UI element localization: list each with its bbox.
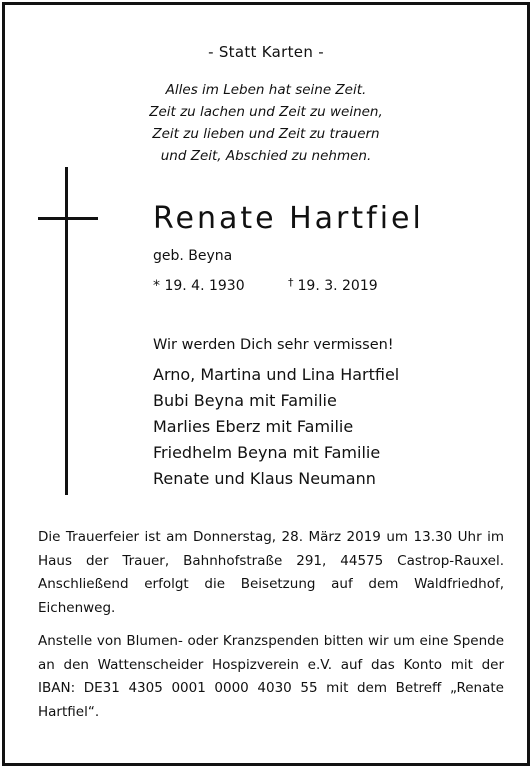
header-statt-karten: - Statt Karten - <box>208 43 324 61</box>
mourner: Bubi Beyna mit Familie <box>153 391 337 410</box>
birth-date: * 19. 4. 1930 <box>153 278 245 294</box>
death-date: 19. 3. 2019 <box>297 278 378 294</box>
poem <box>5 79 527 167</box>
death-date-line <box>288 278 378 294</box>
mourner: Arno, Martina und Lina Hartfiel <box>153 365 400 384</box>
poem-line: Zeit zu lieben und Zeit zu trauern <box>152 126 380 142</box>
mourner: Marlies Eberz mit Familie <box>153 417 354 436</box>
miss-line: Wir werden Dich sehr vermissen! <box>153 337 394 353</box>
dagger-icon: † <box>288 276 294 289</box>
poem-line: und Zeit, Abschied zu nehmen. <box>160 148 372 164</box>
funeral-info: Die Trauerfeier ist am Donnerstag, 28. März 2019 um 13.30 Uhr im Haus der Trauer, Bahnhofstraße 291, 44575 Castrop-Rauxel. Anschließend erfolgt die Beisetzung auf dem Waldfriedhof, Eichenweg. <box>38 529 504 616</box>
mourners-list <box>153 362 399 492</box>
maiden-name: geb. Beyna <box>153 248 233 264</box>
mourner: Friedhelm Beyna mit Familie <box>153 443 381 462</box>
poem-line: Zeit zu lachen und Zeit zu weinen, <box>149 104 383 120</box>
donation-info: Anstelle von Blumen- oder Kranzspenden bitten wir um eine Spende an den Wattenscheider Hospizverein e.V. auf das Konto mit der IBAN: DE31 4305 0001 0000 4030 55 mit dem Betreff „Renate Hartfiel“. <box>38 633 504 720</box>
poem-line: Alles im Leben hat seine Zeit. <box>165 82 367 98</box>
cross-horizontal-bar <box>38 217 98 220</box>
obituary-notice <box>2 2 530 766</box>
deceased-name: Renate Hartfiel <box>153 201 424 236</box>
mourner: Renate und Klaus Neumann <box>153 469 376 488</box>
